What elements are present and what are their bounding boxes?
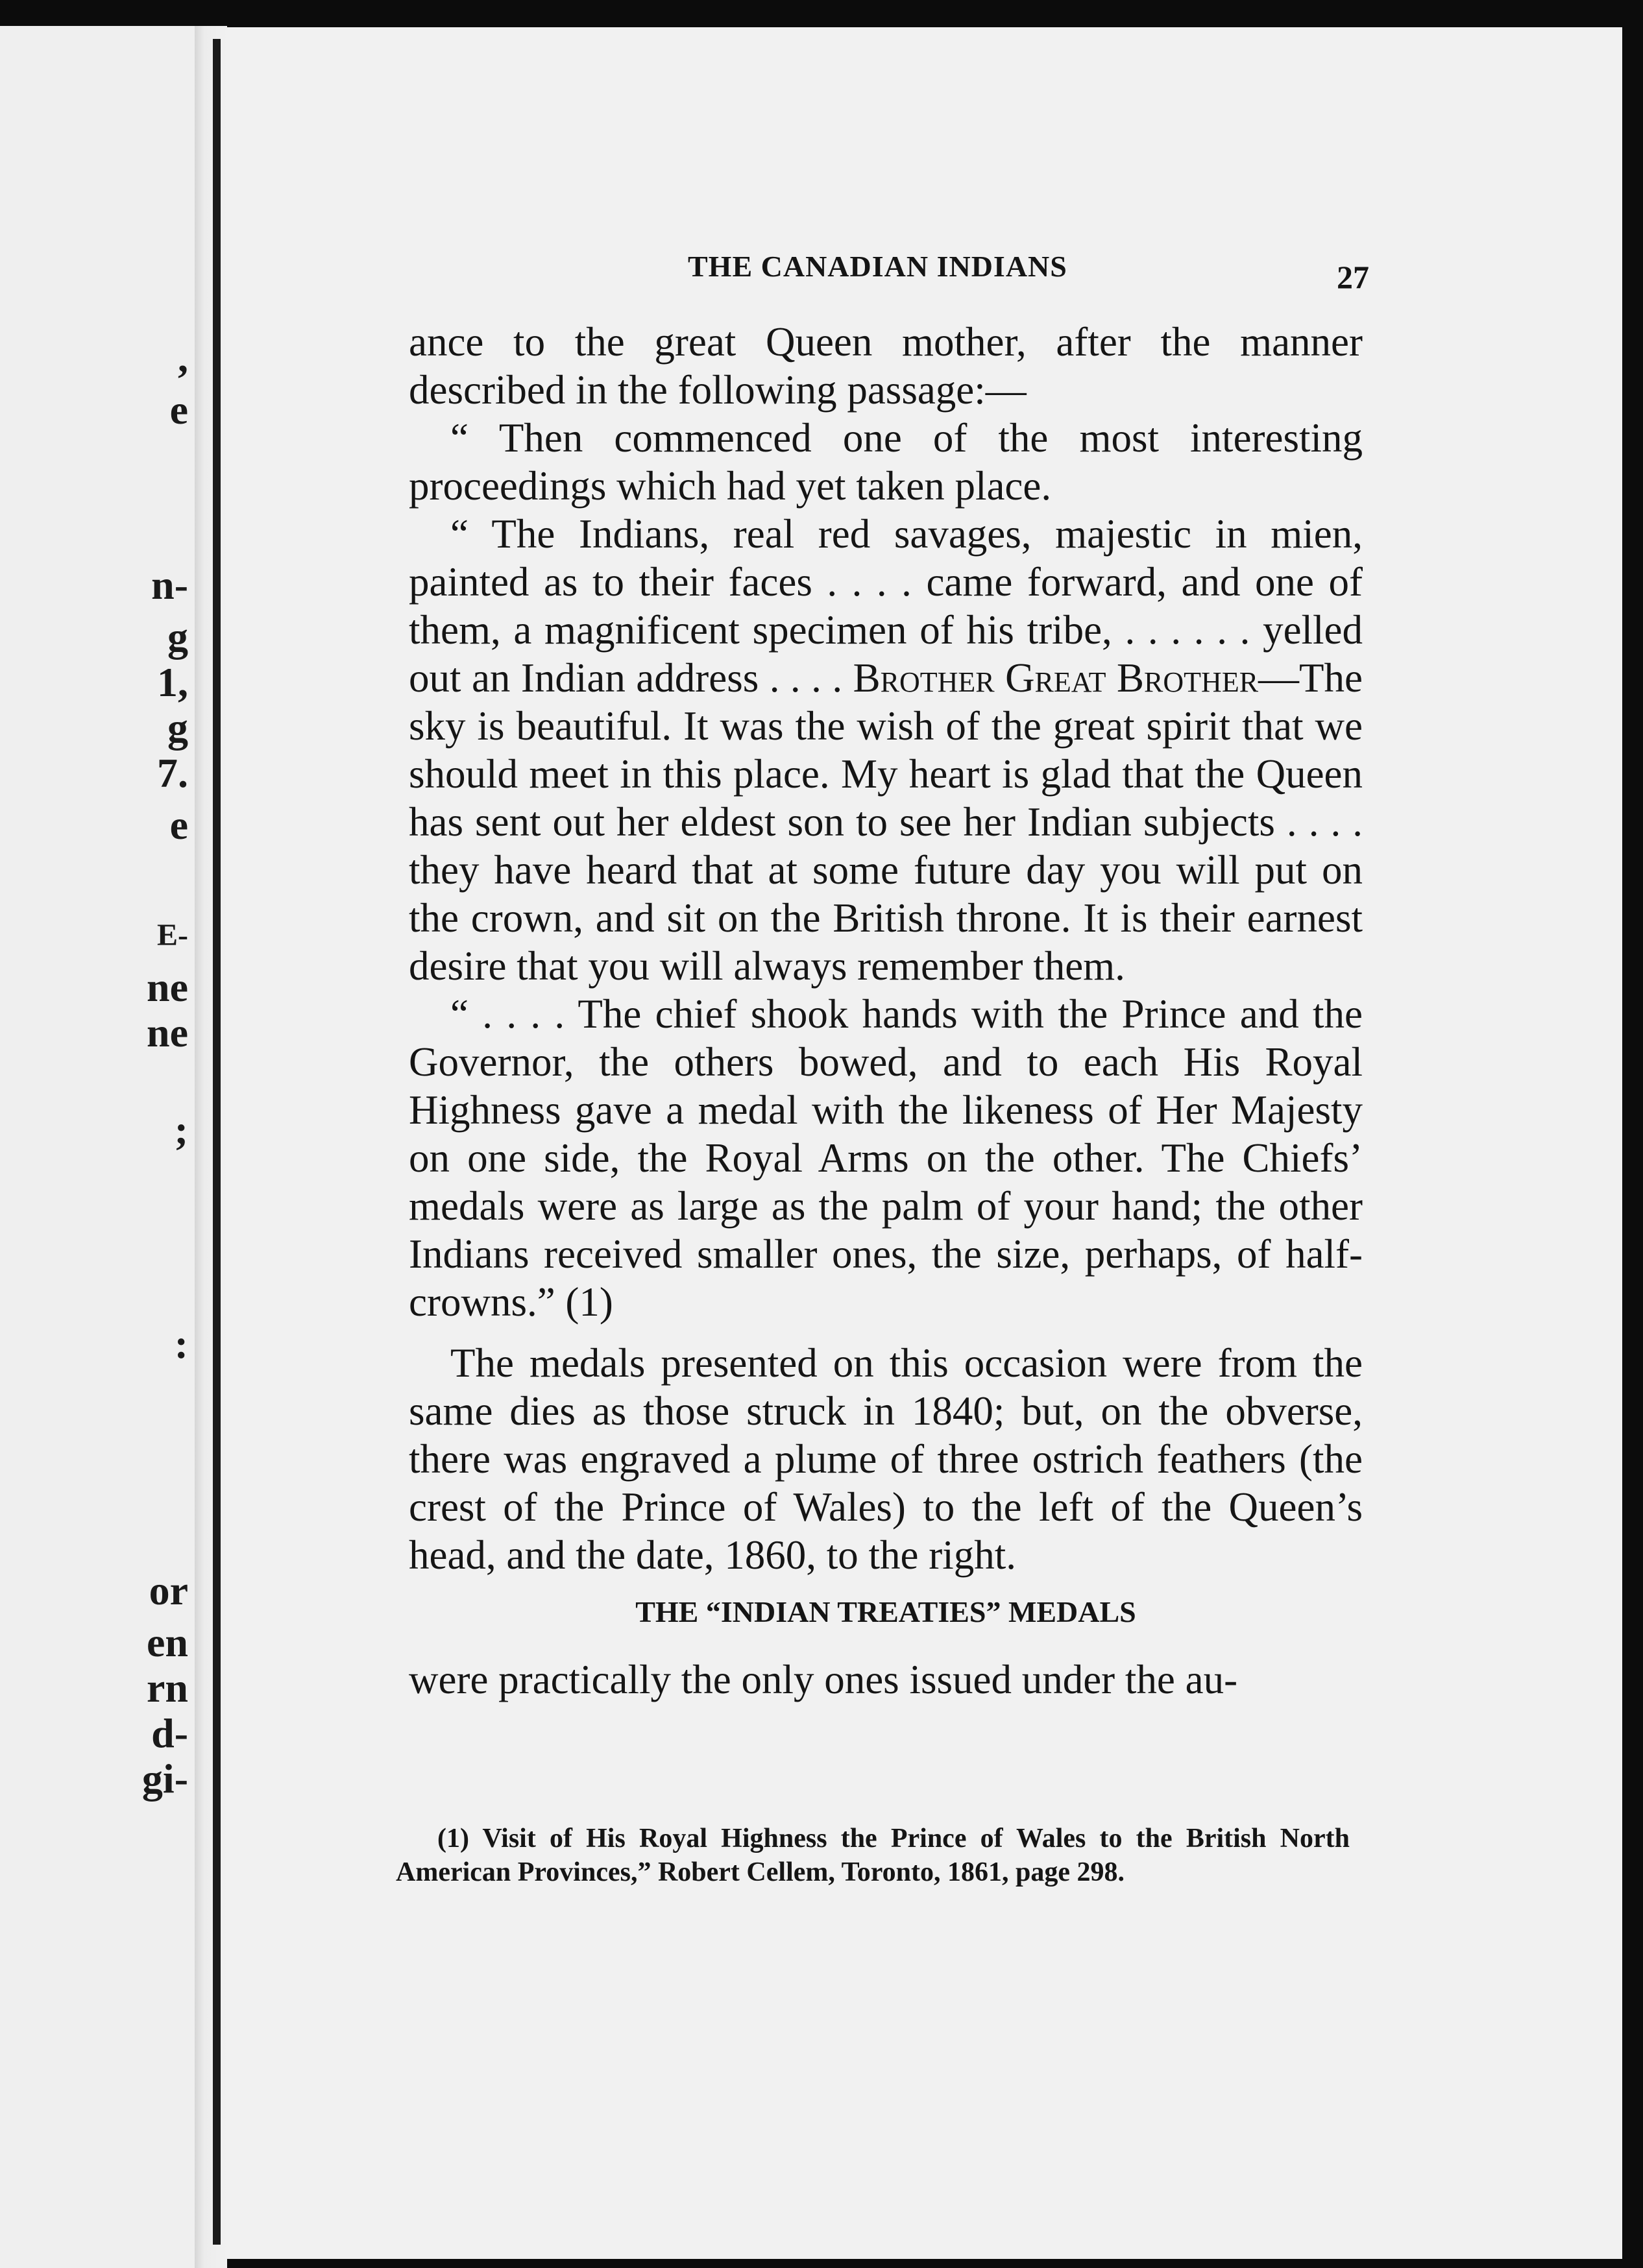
left-fragment: g bbox=[167, 705, 188, 751]
paragraph: The medals presented on this occasion were from the same dies as those struck in 1840; but, on the obverse, there was engraved a plume of three ostrich feathers (the crest of the Prince of Wales) to the left of the Queen’s head, and the date, 1860, to the right. bbox=[409, 1340, 1363, 1578]
paragraph bbox=[409, 510, 1363, 990]
left-fragment: E- bbox=[157, 918, 188, 952]
left-fragment: gi- bbox=[141, 1755, 188, 1802]
small-caps-text: Brother Great Brother bbox=[853, 655, 1259, 701]
left-fragment: ne bbox=[147, 1009, 188, 1056]
left-fragment: g bbox=[167, 614, 188, 660]
paragraph-text: “ The Indians, real red savages, majestic in mien, painted as to their faces . . . . came forward, and one of them, a magnificent specimen of his tribe, . . . . . . yelled out an Indian address . . . . bbox=[409, 511, 1363, 701]
section-heading: THE “INDIAN TREATIES” MEDALS bbox=[635, 1595, 1136, 1628]
left-fragment: e bbox=[169, 802, 188, 848]
footnote bbox=[396, 1822, 1350, 1889]
footnote-text: (1) Visit of His Royal Highness the Prince of Wales to the British North American Provinces,” Robert Cellem, Toronto, 1861, page 298. bbox=[396, 1824, 1350, 1887]
body-text bbox=[409, 318, 1363, 1704]
paragraph: ance to the great Queen mother, after the manner described in the following passage:— bbox=[409, 319, 1363, 413]
left-fragment: e bbox=[169, 387, 188, 433]
left-fragment: ; bbox=[174, 1107, 188, 1153]
left-fragment: , bbox=[178, 335, 188, 381]
book-gutter bbox=[195, 26, 227, 2268]
left-fragment: 1, bbox=[157, 659, 188, 705]
paragraph: “ Then commenced one of the most interesting proceedings which had yet taken place. bbox=[409, 415, 1363, 509]
left-fragment: d- bbox=[151, 1710, 188, 1756]
book-spine bbox=[213, 39, 221, 2245]
running-header: THE CANADIAN INDIANS bbox=[688, 250, 1067, 283]
paragraph-text: —The sky is beautiful. It was the wish of the great spirit that we should meet in this place. My heart is glad that the Queen has sent out her eldest son to see her Indian subjects . . . . they have heard that at some future day you will put on the crown, and sit on the British throne. It is their earnest desire that you will always remember them. bbox=[409, 655, 1363, 989]
scan-border bbox=[1622, 0, 1643, 2268]
left-fragment: ne bbox=[147, 964, 188, 1010]
left-fragment: or bbox=[149, 1567, 188, 1613]
left-fragment: en bbox=[147, 1619, 188, 1665]
left-fragment: n- bbox=[151, 562, 188, 608]
left-fragment: rn bbox=[147, 1665, 188, 1711]
paragraph: were practically the only ones issued under the au- bbox=[409, 1657, 1238, 1702]
left-fragment: : bbox=[174, 1321, 188, 1367]
left-fragment: 7. bbox=[157, 750, 188, 796]
paragraph: “ . . . . The chief shook hands with the Prince and the Governor, the others bowed, and to each His Royal Highness gave a medal with the likeness of Her Majesty on one side, the Royal Arms on the other. The Chiefs’ medals were as large as the palm of your hand; the other Indians received smaller ones, the size, perhaps, of half-crowns.” (1) bbox=[409, 991, 1363, 1325]
page-number: 27 bbox=[1337, 259, 1369, 295]
